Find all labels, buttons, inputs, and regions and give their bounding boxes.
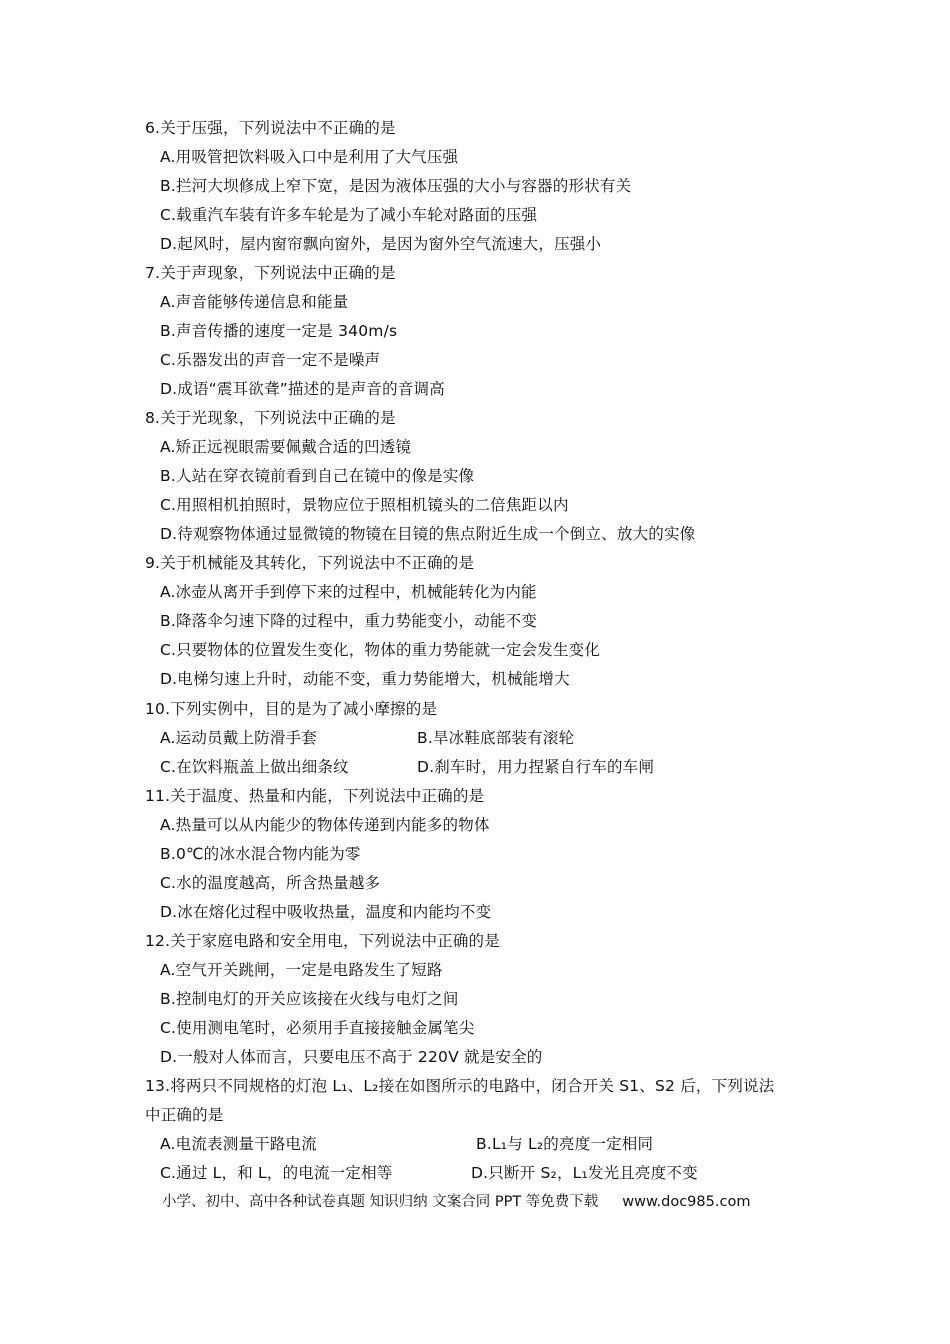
question-10-option-d: D.刹车时，用力捏紧自行车的车闸 [417, 758, 655, 776]
question-6-option-c: C.载重汽车装有许多车轮是为了减小车轮对路面的压强 [160, 206, 538, 224]
question-12-stem: 12.关于家庭电路和安全用电，下列说法中正确的是 [145, 932, 500, 950]
question-8-option-a: A.矫正远视眼需要佩戴合适的凹透镜 [160, 438, 412, 456]
question-10-option-a: A.运动员戴上防滑手套 [160, 729, 317, 747]
question-7-option-a: A.声音能够传递信息和能量 [160, 293, 349, 311]
page-footer [162, 1192, 750, 1212]
question-13-option-a: A.电流表测量干路电流 [160, 1135, 317, 1153]
question-10-stem: 10.下列实例中，目的是为了减小摩擦的是 [145, 700, 438, 718]
question-8-option-c: C.用照相机拍照时，景物应位于照相机镜头的二倍焦距以内 [160, 496, 569, 514]
question-8-option-b: B.人站在穿衣镜前看到自己在镜中的像是实像 [160, 467, 475, 485]
question-8-option-d: D.待观察物体通过显微镜的物镜在目镜的焦点附近生成一个倒立、放大的实像 [160, 525, 696, 543]
question-12-option-b: B.控制电灯的开关应该接在火线与电灯之间 [160, 990, 459, 1008]
question-13-option-c: C.通过 L，和 L，的电流一定相等 [160, 1164, 393, 1182]
question-7-option-b: B.声音传播的速度一定是 340m/s [160, 322, 398, 340]
question-13-option-b: B.L₁与 L₂的亮度一定相同 [476, 1135, 654, 1153]
question-9-stem: 9.关于机械能及其转化，下列说法中不正确的是 [145, 554, 475, 572]
question-11-option-c: C.水的温度越高，所含热量越多 [160, 874, 381, 892]
question-10-option-c: C.在饮料瓶盖上做出细条纹 [160, 758, 349, 776]
question-11-stem: 11.关于温度、热量和内能，下列说法中正确的是 [145, 787, 485, 805]
question-13-stem-line-2: 中正确的是 [145, 1106, 224, 1124]
question-6-stem: 6.关于压强，下列说法中不正确的是 [145, 119, 396, 137]
question-11-option-a: A.热量可以从内能少的物体传递到内能多的物体 [160, 816, 490, 834]
question-7-option-d: D.成语“震耳欲聋”描述的是声音的音调高 [160, 380, 445, 398]
question-9-option-b: B.降落伞匀速下降的过程中，重力势能变小，动能不变 [160, 612, 538, 630]
footer-url[interactable]: www.doc985.com [622, 1194, 751, 1210]
question-6-option-b: B.拦河大坝修成上窄下宽，是因为液体压强的大小与容器的形状有关 [160, 177, 632, 195]
question-12-option-d: D.一般对人体而言，只要电压不高于 220V 就是安全的 [160, 1048, 543, 1066]
question-13-option-d: D.只断开 S₂，L₁发光且亮度不变 [471, 1164, 698, 1182]
question-10-option-b: B.旱冰鞋底部装有滚轮 [417, 729, 575, 747]
question-12-option-c: C.使用测电笔时，必须用手直接接触金属笔尖 [160, 1019, 475, 1037]
question-11-option-d: D.冰在熔化过程中吸收热量，温度和内能均不变 [160, 903, 492, 921]
footer-text: 小学、初中、高中各种试卷真题 知识归纳 文案合同 PPT 等免费下载 [162, 1194, 599, 1210]
question-9-option-d: D.电梯匀速上升时，动能不变，重力势能增大，机械能增大 [160, 670, 570, 688]
question-7-stem: 7.关于声现象，下列说法中正确的是 [145, 264, 396, 282]
question-9-option-c: C.只要物体的位置发生变化，物体的重力势能就一定会发生变化 [160, 641, 601, 659]
question-13-stem-line-1: 13.将两只不同规格的灯泡 L₁、L₂接在如图所示的电路中，闭合开关 S1、S2 后，下列说法 [145, 1077, 775, 1095]
question-7-option-c: C.乐器发出的声音一定不是噪声 [160, 351, 381, 369]
question-12-option-a: A.空气开关跳闸，一定是电路发生了短路 [160, 961, 443, 979]
question-11-option-b: B.0℃的冰水混合物内能为零 [160, 845, 361, 863]
question-9-option-a: A.冰壶从离开手到停下来的过程中，机械能转化为内能 [160, 583, 537, 601]
question-6-option-d: D.起风时，屋内窗帘飘向窗外，是因为窗外空气流速大，压强小 [160, 235, 602, 253]
question-8-stem: 8.关于光现象，下列说法中正确的是 [145, 409, 396, 427]
question-6-option-a: A.用吸管把饮料吸入口中是利用了大气压强 [160, 148, 459, 166]
